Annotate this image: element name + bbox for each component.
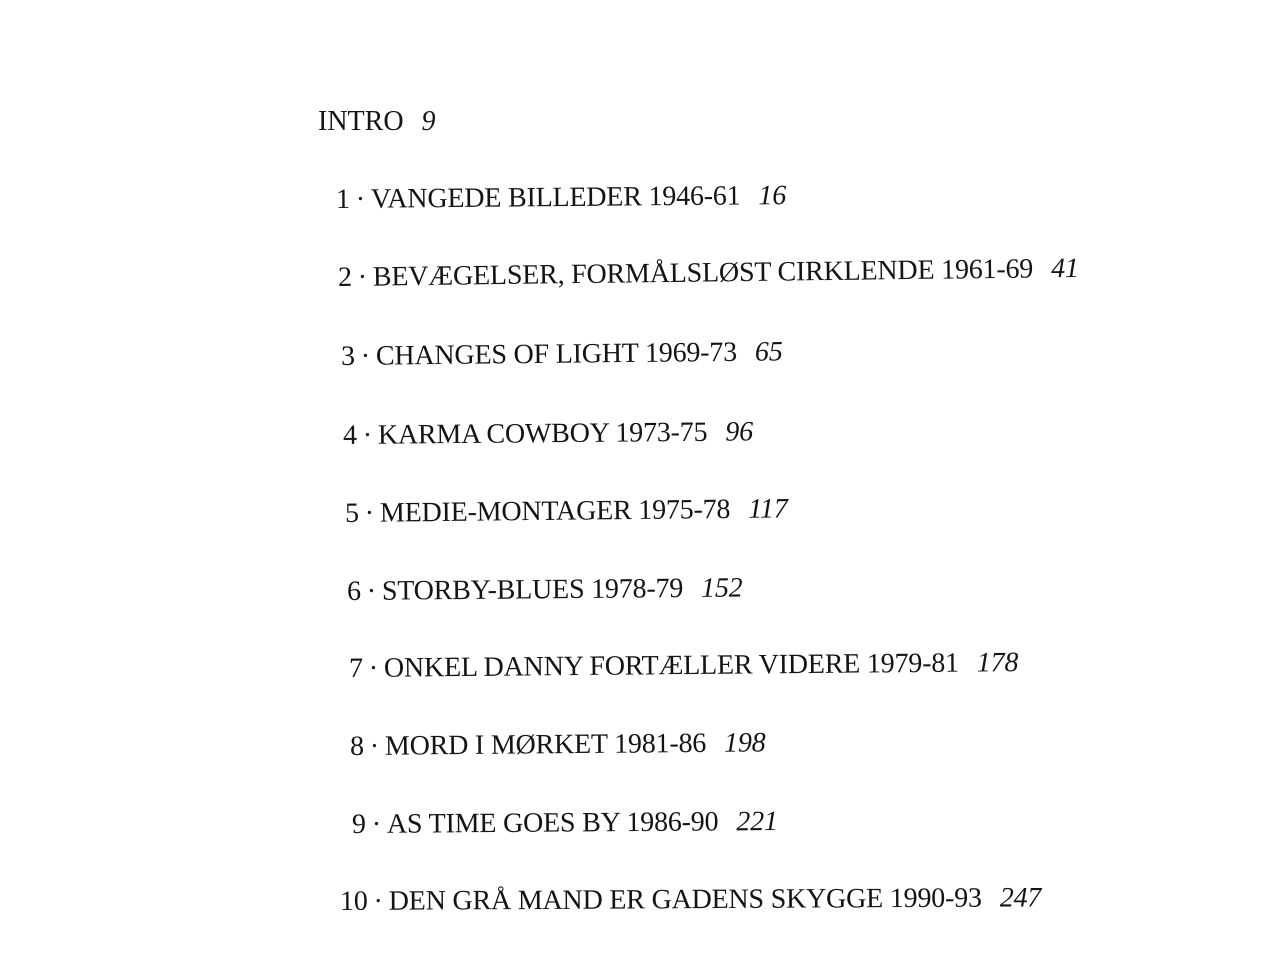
toc-entry [343, 416, 753, 452]
chapter-title: BEVÆGELSER, FORMÅLSLØST CIRKLENDE 1961-69 [372, 253, 1034, 293]
chapter-separator: · [369, 730, 380, 762]
toc-entry [347, 573, 743, 608]
toc-intro-page: 9 [421, 106, 436, 137]
chapter-separator: · [357, 261, 368, 293]
chapter-page: 16 [758, 180, 787, 212]
chapter-separator: · [362, 419, 373, 451]
chapter-title: AS TIME GOES BY 1986-90 [386, 806, 719, 840]
chapter-title: VANGEDE BILLEDER 1946-61 [370, 180, 741, 215]
chapter-title: KARMA COWBOY 1973-75 [377, 416, 708, 451]
chapter-separator: · [371, 808, 382, 840]
chapter-number: 2 [337, 261, 352, 293]
chapter-number: 7 [348, 652, 363, 684]
chapter-separator: · [364, 497, 375, 529]
chapter-title: DEN GRÅ MAND ER GADENS SKYGGE 1990-93 [388, 882, 982, 917]
chapter-number: 8 [349, 730, 364, 762]
chapter-page: 178 [976, 647, 1019, 679]
chapter-title: MORD I MØRKET 1981-86 [384, 727, 707, 762]
toc-entry [336, 180, 786, 216]
chapter-separator: · [360, 340, 371, 372]
chapter-title: ONKEL DANNY FORTÆLLER VIDERE 1979-81 [383, 647, 959, 684]
chapter-page: 221 [736, 806, 778, 838]
chapter-page: 65 [754, 336, 783, 368]
chapter-title: MEDIE-MONTAGER 1975-78 [379, 493, 731, 529]
chapter-title: CHANGES OF LIGHT 1969-73 [375, 336, 738, 372]
chapter-separator: · [368, 652, 379, 684]
chapter-number: 5 [344, 497, 359, 529]
chapter-number: 4 [342, 419, 357, 451]
chapter-page: 198 [723, 727, 766, 759]
chapter-number: 3 [340, 340, 355, 372]
toc-entry [349, 647, 1019, 685]
chapter-page: 117 [748, 493, 788, 525]
toc-entry [350, 727, 766, 763]
chapter-separator: · [366, 575, 377, 607]
toc-intro-label: INTRO [318, 106, 404, 137]
chapter-number: 6 [346, 575, 361, 607]
chapter-page: 152 [700, 572, 743, 604]
chapter-number: 1 [335, 183, 350, 215]
chapter-page: 41 [1050, 252, 1079, 285]
chapter-title: STORBY-BLUES 1978-79 [381, 573, 684, 607]
chapter-separator: · [355, 183, 366, 215]
toc-entry [341, 336, 783, 373]
toc-entry [345, 493, 788, 530]
toc-entry [340, 882, 1041, 918]
chapter-page: 96 [725, 416, 754, 448]
chapter-number: 9 [351, 808, 366, 840]
toc-entry [338, 253, 1079, 294]
chapter-number: 10 [339, 885, 368, 917]
toc-entry [352, 806, 778, 841]
chapter-separator: · [373, 885, 383, 917]
toc-intro [318, 106, 435, 138]
chapter-page: 247 [999, 882, 1042, 914]
